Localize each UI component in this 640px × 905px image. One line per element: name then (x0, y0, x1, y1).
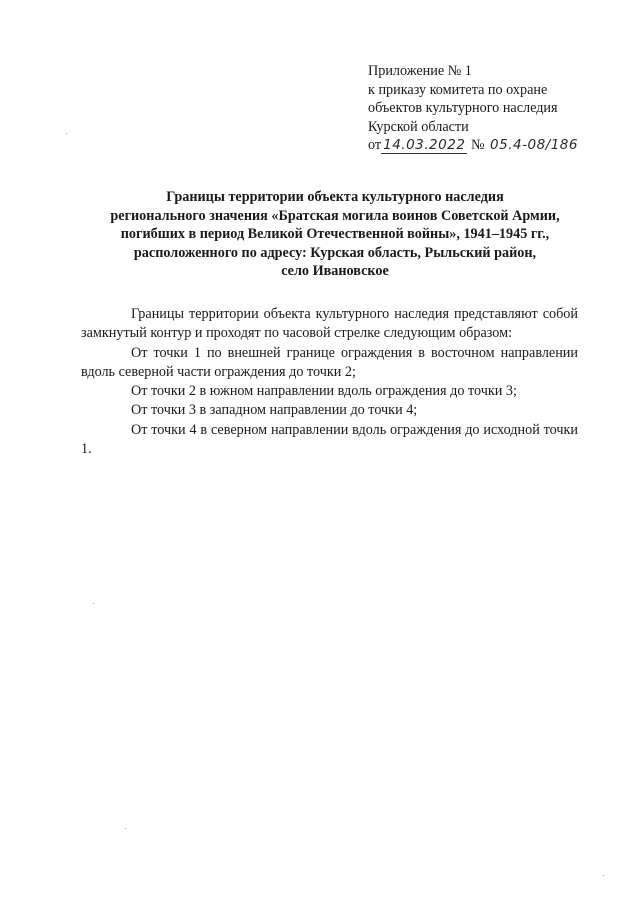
from-label: от (368, 137, 382, 153)
scan-speck (603, 875, 604, 876)
title-line: Границы территории объекта культурного наследия (166, 189, 504, 205)
appendix-header (368, 62, 628, 155)
body-paragraph: От точки 3 в западном направлении до точки 4; (131, 402, 418, 419)
body-paragraph: Границы территории объекта культурного наследия представляют собой замкнутый контур и проходят по часовой стрелке следующим образом: (81, 306, 578, 342)
title-line: регионального значения «Братская могила воинов Советской Армии, (110, 207, 560, 224)
handwritten-order-number: 05.4-08/186 (490, 137, 578, 153)
body-paragraph: От точки 2 в южном направлении вдоль ограждения до точки 3; (131, 383, 517, 400)
scan-speck (66, 133, 67, 134)
scan-speck (125, 828, 126, 829)
document-title (80, 188, 590, 281)
appendix-order-line: к приказу комитета по охране (368, 81, 548, 98)
appendix-date-number-line (368, 136, 628, 155)
body-paragraph: От точки 4 в северном направлении вдоль ограждения до исходной точки 1. (81, 421, 578, 458)
title-line: расположенного по адресу: Курская область, Рыльский район, (133, 244, 537, 261)
document-body (81, 305, 578, 459)
appendix-region-line: Курской области (368, 118, 469, 135)
handwritten-date: 14.03.2022 (383, 137, 466, 153)
appendix-number: Приложение № 1 (368, 63, 472, 79)
body-paragraph: От точки 1 по внешней границе ограждения в восточном направлении вдоль северной части ограждения до точки 2; (81, 344, 578, 380)
appendix-committee-line: объектов культурного наследия (368, 100, 558, 116)
number-label: № (470, 137, 485, 153)
title-line: село Ивановское (281, 263, 389, 280)
scan-speck (93, 603, 94, 604)
title-line: погибших в период Великой Отечественной войны», 1941–1945 гг., (120, 226, 550, 243)
